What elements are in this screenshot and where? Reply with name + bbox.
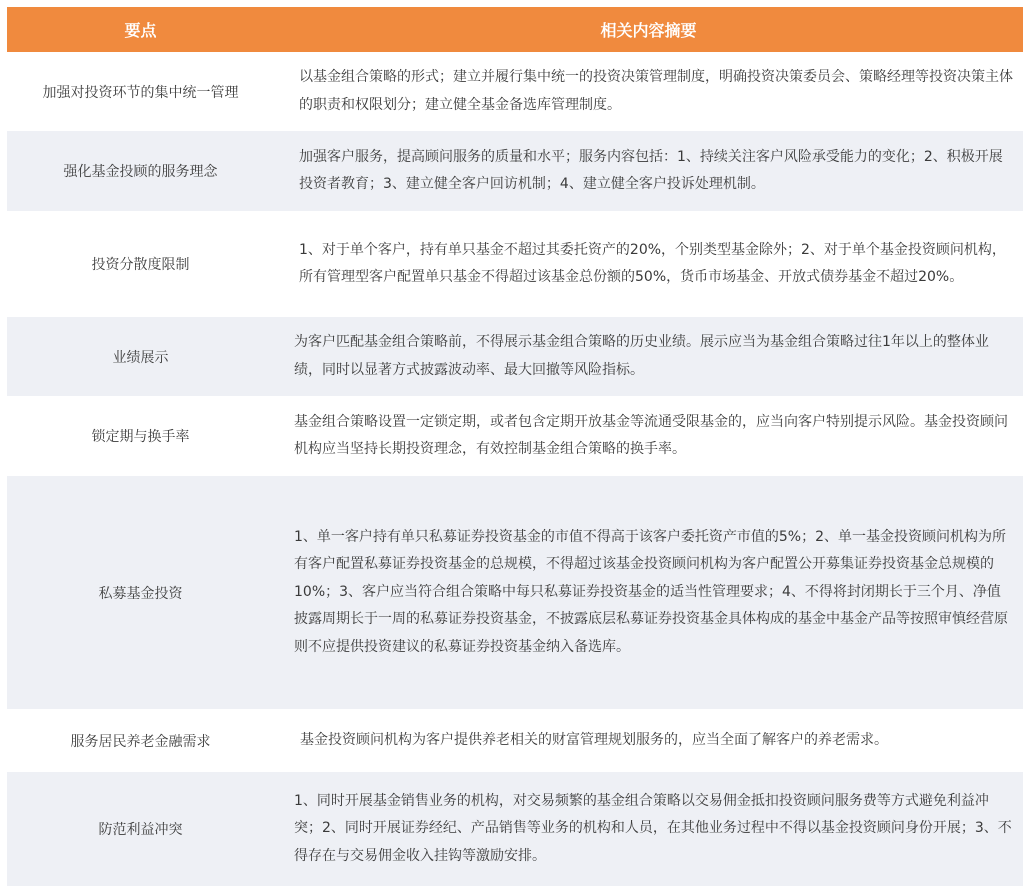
policy-table [7,7,1023,886]
row-summary: 以基金组合策略的形式；建立并履行集中统一的投资决策管理制度，明确投资决策委员会、策略经理等投资决策主体的职责和权限划分；建立健全基金备选库管理制度。 [299,69,1013,113]
row-key: 投资分散度限制 [91,257,190,273]
row-key: 服务居民养老金融需求 [70,733,211,750]
row-summary: 1、同时开展基金销售业务的机构，对交易频繁的基金组合策略以交易佣金抵扣投资顾问服务费等方式避免利益冲突；2、同时开展证券经纪、产品销售等业务的机构和人员，在其他业务过程中不得以基金投资顾问身份开展；3、不得存在与交易佣金收入挂钩等激励安排。 [294,792,1012,864]
row-summary: 基金组合策略设置一定锁定期，或者包含定期开放基金等流通受限基金的，应当向客户特别提示风险。基金投资顾问机构应当坚持长期投资理念，有效控制基金组合策略的换手率。 [294,413,1008,457]
row-summary: 基金投资顾问机构为客户提供养老相关的财富管理规划服务的，应当全面了解客户的养老需求。 [300,731,888,748]
table-row [7,772,1023,886]
row-key: 私募基金投资 [98,585,183,602]
header-col-summary: 相关内容摘要 [600,21,697,40]
table-row [7,211,1023,317]
row-summary: 1、对于单个客户，持有单只基金不超过其委托资产的20%，个别类型基金除外；2、对于单个基金投资顾问机构，所有管理型客户配置单只基金不得超过该基金总份额的50%，货币市场基金、开放式债券基金不超过20%。 [299,241,1006,285]
table-row [7,52,1023,131]
table-row [7,131,1023,211]
row-summary: 1、单一客户持有单只私募证券投资基金的市值不得高于该客户委托资产市值的5%；2、单一基金投资顾问机构为所有客户配置私募证券投资基金的总规模，不得超过该基金投资顾问机构为客户配置公开募集证券投资基金总规模的10%；3、客户应当符合组合策略中每只私募证券投资基金的适当性管理要求；4、不得将封闭期长于三个月、净值披露周期长于一周的私募证券投资基金，不披露底层私募证券投资基金具体构成的基金中基金产品等按照审慎经营原则不应提供投资建议的私募证券投资基金纳入备选库。 [294,528,1008,655]
table-row [7,709,1023,772]
header-col-key: 要点 [124,21,157,40]
row-key: 加强对投资环节的集中统一管理 [42,84,239,101]
row-key: 防范利益冲突 [98,822,183,838]
table-row [7,476,1023,709]
table-header [7,7,1023,52]
row-summary: 为客户匹配基金组合策略前，不得展示基金组合策略的历史业绩。展示应当为基金组合策略过往1年以上的整体业绩，同时以显著方式披露波动率、最大回撤等风险指标。 [294,334,989,378]
row-key: 锁定期与换手率 [91,429,190,445]
table-row [7,396,1023,476]
row-summary: 加强客户服务，提高顾问服务的质量和水平；服务内容包括：1、持续关注客户风险承受能力的变化；2、积极开展投资者教育；3、建立健全客户回访机制；4、建立健全客户投诉处理机制。 [299,148,1003,192]
row-key: 业绩展示 [112,349,169,366]
table-row [7,317,1023,396]
row-key: 强化基金投顾的服务理念 [63,164,218,180]
